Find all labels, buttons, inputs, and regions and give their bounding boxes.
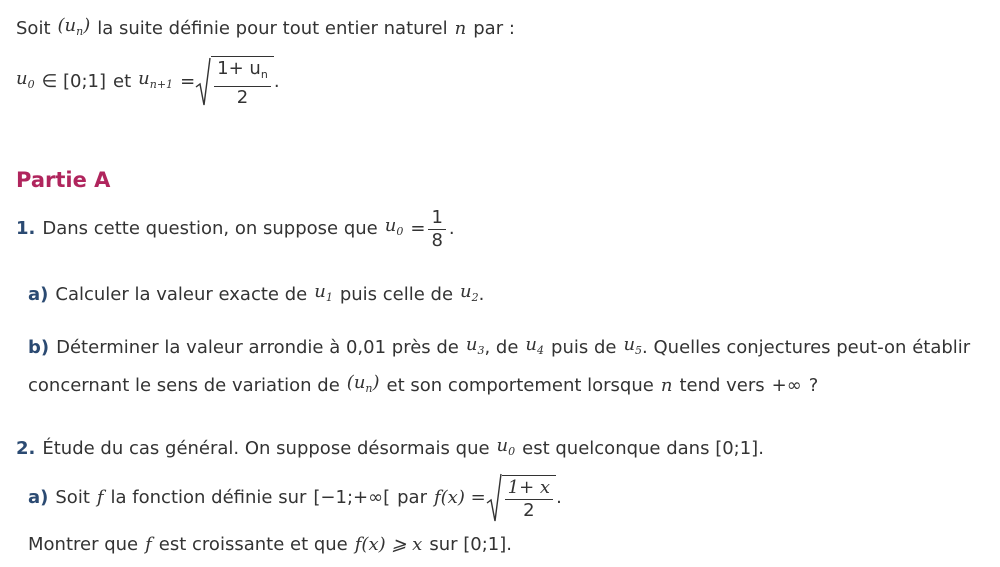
intro-text-3: par : (473, 18, 515, 39)
denominator: 2 (523, 499, 535, 521)
f-symbol: f (96, 487, 104, 508)
u0-symbol: $u_0$ (384, 215, 404, 238)
question-2a-line-2 (28, 532, 512, 558)
question-label: a) (28, 487, 49, 508)
u3-symbol: $u_3$ (465, 334, 485, 357)
question-number: 1. (16, 218, 36, 239)
section-title: Partie A (16, 168, 111, 192)
denominator: 8 (431, 229, 443, 251)
question-2a-line-1 (28, 474, 562, 522)
q1b-line2-text-2: et son comportement lorsque (386, 375, 654, 396)
question-number: 2. (16, 438, 36, 459)
period: . (448, 218, 455, 239)
intro-text-1: Soit (16, 18, 51, 39)
q1-text: Dans cette question, on suppose que (42, 218, 378, 239)
q2-text-1: Étude du cas général. On suppose désormais que (42, 438, 490, 459)
period: . (273, 71, 280, 92)
intro-line (16, 13, 515, 45)
u0-symbol: $u_0$ (16, 68, 35, 91)
intro-text-2: la suite définie pour tout entier naturel (97, 18, 448, 39)
denominator: 2 (236, 86, 249, 108)
infinity-symbol: +∞ (771, 375, 802, 396)
question-mark: ? (808, 375, 819, 396)
question-1a (28, 279, 484, 311)
u0-symbol: $u_0$ (496, 435, 516, 458)
n-symbol: n (454, 18, 467, 39)
question-1b-line-2 (28, 370, 818, 402)
u5-symbol: $u_5$ (623, 334, 643, 357)
inequality: f(x) ⩾ x (354, 534, 423, 555)
equals-sign: = (180, 71, 196, 92)
numerator: 1+ x (505, 477, 553, 500)
u4-symbol: $u_4$ (525, 334, 545, 357)
period: . (556, 487, 562, 508)
q1b-text-2: . Quelles conjectures peut-on établir (642, 337, 971, 358)
q2a-text-1: Soit (55, 487, 90, 508)
q1b-line2-text-1: concernant le sens de variation de (28, 375, 340, 396)
q1a-text-2: puis celle de (339, 284, 454, 305)
sqrt-expression (195, 56, 274, 109)
sequence-symbol: $(u_n)$ (346, 372, 380, 395)
radical-sign (195, 57, 211, 107)
interval-text: [−1;+∞[ (313, 487, 391, 508)
interval-text: ∈ [0;1] (41, 71, 107, 92)
period: . (478, 284, 485, 305)
par-text: par (397, 487, 427, 508)
q2a-line2-text-3: sur [0;1]. (429, 534, 512, 555)
numerator: $1+ u_n$ (214, 58, 271, 87)
numerator: 1 (428, 207, 445, 230)
question-1 (16, 204, 455, 254)
q1b-line2-text-3: tend vers (679, 375, 765, 396)
q2a-text-2: la fonction définie sur (110, 487, 307, 508)
question-label: a) (28, 284, 49, 305)
equals-sign: = (410, 218, 426, 239)
fraction (428, 207, 445, 252)
n-symbol: n (660, 375, 673, 396)
question-label: b) (28, 337, 50, 358)
radical-sign (486, 473, 502, 523)
question-1b-line-1 (28, 332, 970, 364)
q2a-line2-text-2: est croissante et que (158, 534, 348, 555)
q1a-text-1: Calculer la valeur exacte de (55, 284, 308, 305)
sqrt-expression (486, 473, 556, 523)
u2-symbol: $u_2$ (460, 281, 479, 304)
f-symbol: f (145, 534, 152, 555)
fx-symbol: f(x) = (433, 487, 486, 508)
et-text: et (113, 71, 132, 92)
sequence-symbol: $(u_n)$ (57, 15, 91, 38)
q1b-text-1: Déterminer la valeur arrondie à 0,01 près de (56, 337, 459, 358)
un1-symbol: $u_{n+1}$ (138, 68, 174, 91)
comma-text: , de (484, 337, 519, 358)
q2-text-2: est quelconque dans [0;1]. (522, 438, 764, 459)
question-2 (16, 433, 764, 465)
q2a-line2-text-1: Montrer que (28, 534, 139, 555)
definition-formula (16, 58, 280, 106)
puis-text: puis de (551, 337, 617, 358)
u1-symbol: $u_1$ (314, 281, 333, 304)
